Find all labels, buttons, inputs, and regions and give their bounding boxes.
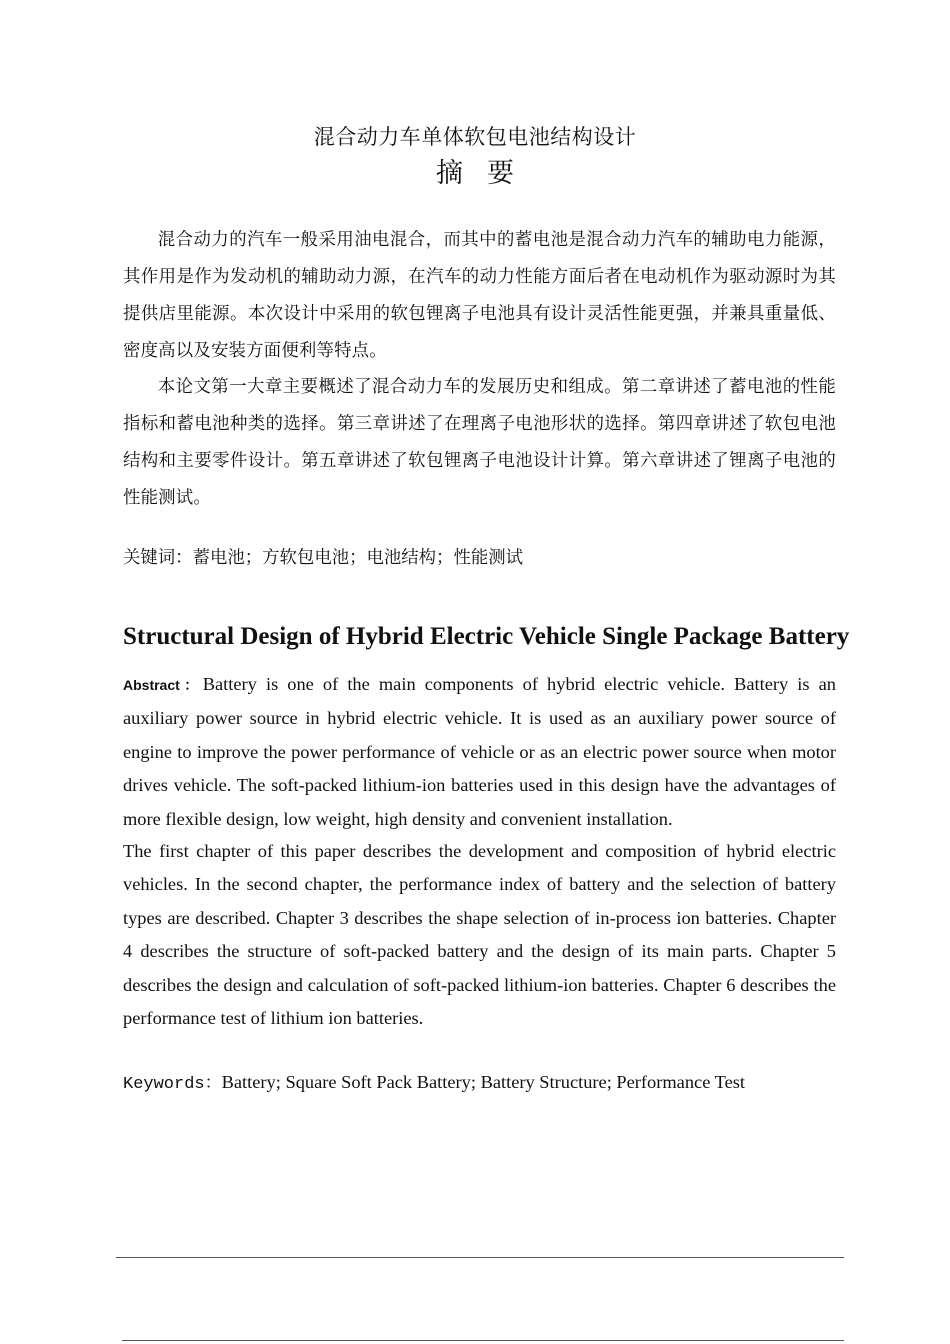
english-keywords-label: Keywords： <box>123 1075 222 1094</box>
chinese-abstract-paragraph-1: 混合动力的汽车一般采用油电混合，而其中的蓄电池是混合动力汽车的辅助电力能源，其作用是作为发动机的辅助动力源，在汽车的动力性能方面后者在电动机作为驱动源时为其提供店里能源。本次设计中采用的软包锂离子电池具有设计灵活性能更强，并兼具重量低、密度高以及安装方面便利等特点。 <box>123 230 836 361</box>
english-abstract-paragraph-1 <box>123 668 836 836</box>
footer-divider-top <box>116 1257 844 1258</box>
chinese-keywords-list: 蓄电池；方软包电池；电池结构；性能测试 <box>192 548 524 568</box>
chinese-keywords-label: 关键词： <box>123 548 193 568</box>
chinese-abstract-heading: 摘要 <box>436 158 538 189</box>
chinese-abstract-paragraph-2: 本论文第一大章主要概述了混合动力车的发展历史和组成。第二章讲述了蓄电池的性能指标和蓄电池种类的选择。第三章讲述了在理离子电池形状的选择。第四章讲述了软包电池结构和主要零件设计。第五章讲述了软包锂离子电池设计计算。第六章讲述了锂离子电池的性能测试。 <box>123 377 836 508</box>
chinese-title: 混合动力车单体软包电池结构设计 <box>313 125 637 149</box>
footer-divider-bottom <box>122 1340 844 1341</box>
english-abstract-label: Abstract： <box>123 677 203 693</box>
english-title: Structural Design of Hybrid Electric Vehicle Single Package Battery <box>123 623 850 650</box>
chinese-keywords <box>123 541 836 575</box>
english-abstract-paragraph-1-text: Battery is one of the main components of hybrid electric vehicle. Battery is an auxiliary power source in hybrid electric vehicle. It is used as an auxiliary power source of engine to improve the power performance of vehicle or as an electric power source when motor drives vehicle. The soft-packed lithium-ion batteries used in this design have the advantages of more flexible design, low weight, high density and convenient installation. <box>123 674 836 829</box>
english-keywords <box>123 1066 836 1101</box>
english-keywords-list: Battery; Square Soft Pack Battery; Battery Structure; Performance Test <box>221 1072 746 1092</box>
english-abstract-paragraph-2: The first chapter of this paper describes the development and composition of hybrid electric vehicles. In the second chapter, the performance index of battery and the selection of battery types are described. Chapter 3 describes the shape selection of in-process ion batteries. Chapter 4 describes the structure of soft-packed battery and the design of its main parts. Chapter 5 describes the design and calculation of soft-packed lithium-ion batteries. Chapter 6 describes the performance test of lithium ion batteries. <box>123 841 836 1029</box>
